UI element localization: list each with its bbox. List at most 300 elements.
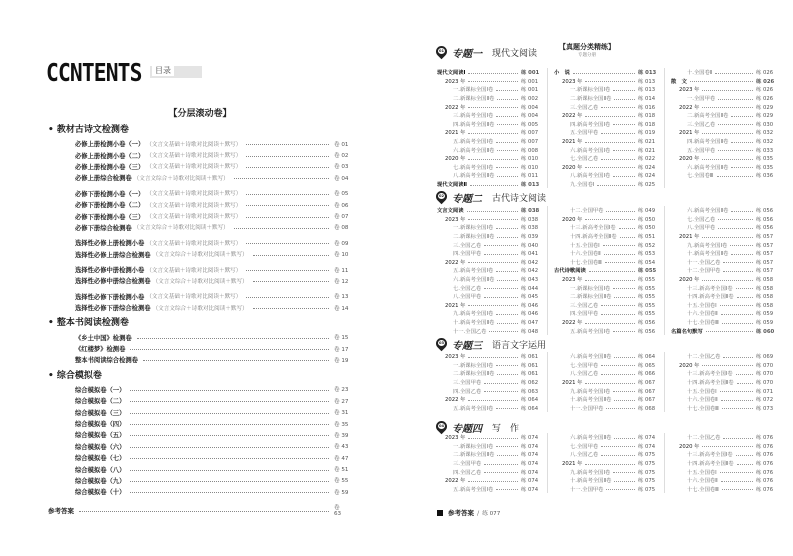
toc-entry[interactable] (437, 450, 539, 459)
dot-leader (253, 281, 329, 282)
entry-title: 2020 年 (679, 156, 700, 163)
toc-entry[interactable] (671, 163, 774, 172)
toc-entry[interactable] (437, 485, 539, 494)
entry-title: 七.全国乙卷 (453, 285, 482, 292)
toc-entry[interactable] (671, 94, 774, 103)
toc-entry[interactable] (48, 237, 348, 248)
entry-title: 七.全国卷Ⅲ (687, 173, 714, 180)
toc-year[interactable] (437, 77, 539, 86)
entry-title: 五.新高考全国Ⅰ卷 (453, 268, 494, 275)
toc-year[interactable] (554, 163, 656, 172)
toc-year[interactable] (437, 433, 539, 442)
toc-entry[interactable] (554, 154, 656, 163)
toc-entry[interactable] (671, 283, 774, 292)
toc-entry[interactable] (554, 292, 656, 301)
toc-entry[interactable] (437, 378, 539, 387)
dot-leader (737, 383, 753, 384)
toc-entry[interactable] (437, 459, 539, 468)
toc-category[interactable] (671, 77, 774, 86)
toc-entry[interactable] (437, 232, 539, 241)
toc-year[interactable] (671, 128, 774, 137)
toc-entry[interactable] (671, 301, 774, 310)
entry-title: 2020 年 (562, 164, 583, 171)
toc-category[interactable] (554, 266, 656, 275)
toc-entry[interactable] (554, 404, 656, 413)
toc-entry[interactable] (437, 386, 539, 395)
toc-year[interactable] (437, 352, 539, 361)
entry-page: 练 042 (521, 259, 539, 266)
dot-leader (731, 116, 753, 117)
toc-entry[interactable] (437, 318, 539, 327)
entry-title: 《乡土中国》检测卷 (75, 334, 132, 342)
toc-entry[interactable] (554, 352, 656, 361)
toc-entry[interactable] (554, 326, 656, 335)
entry-title: 选择性必修上册综合检测卷 (75, 251, 151, 259)
toc-entry[interactable] (671, 111, 774, 120)
toc-entry[interactable] (554, 85, 656, 94)
entry-title: 2021 年 (445, 130, 466, 137)
toc-entry[interactable] (554, 128, 656, 137)
entry-page: 练 004 (521, 113, 539, 120)
toc-entry[interactable] (48, 249, 348, 260)
dot-leader (706, 331, 753, 332)
section-heading: • 教材古诗文检测卷 (48, 124, 348, 136)
toc-entry[interactable] (671, 318, 774, 327)
toc-entry[interactable] (48, 222, 348, 233)
toc-entry[interactable] (671, 467, 774, 476)
topic-columns (437, 68, 788, 188)
entry-page: 练 007 (521, 139, 539, 146)
toc-entry[interactable] (437, 361, 539, 370)
toc-entry[interactable] (437, 85, 539, 94)
entry-title: 十五.全国卷Ⅰ (687, 469, 717, 476)
dot-leader (246, 217, 329, 218)
entry-title: 综合模拟卷（九） (75, 477, 126, 485)
toc-year[interactable] (437, 128, 539, 137)
toc-entry[interactable] (671, 249, 774, 258)
toc-entry[interactable] (48, 475, 348, 486)
entry-page: 卷 10 (334, 252, 349, 259)
toc-entry[interactable] (554, 485, 656, 494)
entry-title: 五.全国甲卷 (687, 147, 716, 154)
toc-entry[interactable] (437, 120, 539, 129)
toc-entry[interactable] (437, 266, 539, 275)
entry-title: 八.新高考全国Ⅰ卷 (570, 173, 611, 180)
dot-leader (730, 245, 753, 246)
toc-year[interactable] (554, 459, 656, 468)
entry-page: 练 076 (756, 452, 774, 459)
dot-leader (614, 400, 635, 401)
toc-entry[interactable] (554, 450, 656, 459)
toc-entry[interactable] (48, 441, 348, 452)
entry-title: 六.新高考全国Ⅱ卷 (687, 164, 729, 171)
toc-year[interactable] (437, 258, 539, 267)
entry-title: 2021 年 (562, 380, 583, 387)
dot-leader (718, 150, 753, 151)
dot-leader (723, 271, 753, 272)
entry-page: 练 026 (756, 78, 775, 85)
dot-leader (606, 211, 635, 212)
entry-page: 练 058 (756, 285, 774, 292)
toc-year[interactable] (671, 85, 774, 94)
toc-entry[interactable] (554, 361, 656, 370)
toc-entry[interactable] (437, 240, 539, 249)
toc-year[interactable] (437, 215, 539, 224)
toc-entry[interactable] (671, 404, 774, 413)
entry-page: 练 061 (521, 362, 539, 369)
toc-entry[interactable] (671, 240, 774, 249)
entry-page: 练 043 (521, 277, 539, 284)
entry-title: 六.新高考全国Ⅱ卷 (453, 147, 495, 154)
toc-category[interactable] (437, 68, 539, 77)
entry-title: 二.新课标全国Ⅱ卷 (453, 452, 495, 459)
toc-entry[interactable] (671, 292, 774, 301)
entry-page: 练 055 (638, 311, 656, 318)
map-pin-number-icon (436, 46, 447, 59)
entry-title: 综合模拟卷（五） (75, 432, 126, 440)
toc-entry[interactable] (554, 249, 656, 258)
dot-leader (468, 159, 518, 160)
toc-year[interactable] (671, 102, 774, 111)
toc-entry[interactable] (554, 102, 656, 111)
entry-title: 八.新高考全国Ⅱ卷 (453, 173, 495, 180)
toc-entry[interactable] (671, 145, 774, 154)
toc-year[interactable] (554, 77, 656, 86)
toc-entry[interactable] (48, 395, 348, 406)
entry-page: 练 025 (638, 182, 656, 189)
toc-entry[interactable] (554, 94, 656, 103)
entry-page: 练 030 (756, 121, 774, 128)
toc-entry[interactable] (671, 369, 774, 378)
dot-leader (497, 124, 518, 125)
toc-entry[interactable] (437, 467, 539, 476)
entry-page: 练 059 (756, 320, 774, 327)
toc-category[interactable] (437, 180, 539, 189)
dot-leader (246, 243, 329, 244)
entry-title: 九.新高考全国Ⅰ卷 (687, 242, 728, 249)
entry-title: 十七.全国卷Ⅲ (570, 259, 602, 266)
toc-entry[interactable] (554, 120, 656, 129)
dot-leader (496, 365, 518, 366)
toc-entry[interactable] (554, 433, 656, 442)
toc-column (437, 206, 548, 335)
toc-year[interactable] (437, 102, 539, 111)
toc-year[interactable] (554, 137, 656, 146)
toc-entry[interactable] (554, 442, 656, 451)
entry-title: 四.新高考全国Ⅰ卷 (570, 121, 611, 128)
entry-title: 四.全国乙卷 (453, 469, 482, 476)
toc-entry[interactable] (671, 395, 774, 404)
toc-entry[interactable] (671, 206, 774, 215)
toc-year[interactable] (437, 301, 539, 310)
toc-entry[interactable] (48, 172, 348, 183)
entry-title: 三.全国乙卷 (687, 121, 716, 128)
toc-year[interactable] (554, 111, 656, 120)
toc-year[interactable] (437, 154, 539, 163)
toc-column (437, 433, 548, 493)
toc-entry[interactable] (48, 264, 348, 275)
entry-title: 八.全国甲卷 (453, 294, 482, 301)
toc-entry[interactable] (554, 171, 656, 180)
toc-entry[interactable] (48, 384, 348, 395)
toc-entry[interactable] (48, 429, 348, 440)
pin-number: 04 (438, 424, 444, 428)
toc-entry[interactable] (671, 68, 774, 77)
dot-leader (496, 167, 518, 168)
dot-leader (496, 228, 518, 229)
dot-leader (721, 314, 753, 315)
toc-entry[interactable] (48, 331, 348, 342)
toc-entry[interactable] (554, 301, 656, 310)
entry-page: 练 022 (638, 156, 656, 163)
dot-leader (468, 262, 518, 263)
entry-title: 选择性必修上册检测小卷 (75, 240, 145, 248)
toc-year[interactable] (437, 476, 539, 485)
toc-entry[interactable] (437, 309, 539, 318)
entry-note: （文言文综合＋诗歌对比阅读＋默写） (152, 278, 248, 285)
entry-title: 十.新高考全国Ⅱ卷 (570, 397, 612, 404)
entry-title: 必修上册检测小卷（一） (75, 141, 145, 149)
entry-title: 十一.全国甲卷 (570, 486, 604, 493)
toc-entry[interactable] (554, 232, 656, 241)
entry-page: 练 045 (521, 294, 539, 301)
toc-entry[interactable] (671, 433, 774, 442)
entry-title: 二.新课标全国Ⅱ卷 (453, 234, 495, 241)
toc-entry[interactable] (671, 309, 774, 318)
entry-page: 练 021 (638, 147, 656, 154)
entry-title: 选择性必修下册检测小卷 (75, 293, 145, 301)
toc-entry[interactable] (437, 171, 539, 180)
entry-title: 十五.全国卷Ⅰ (687, 388, 717, 395)
toc-entry[interactable] (554, 283, 656, 292)
entry-page: 练 029 (756, 104, 774, 111)
toc-entry[interactable] (554, 386, 656, 395)
dot-leader (601, 133, 635, 134)
toc-entry[interactable] (554, 240, 656, 249)
toc-entry[interactable] (671, 120, 774, 129)
entry-title: 一.新课标全国Ⅰ卷 (570, 87, 611, 94)
toc-entry[interactable] (48, 452, 348, 463)
dot-leader (606, 408, 635, 409)
entry-title: 综合模拟卷（二） (75, 398, 126, 406)
toc-entry[interactable] (671, 450, 774, 459)
entry-title: 三.全国甲卷 (453, 380, 482, 387)
entry-page: 练 067 (638, 397, 656, 404)
entry-page: 练 026 (756, 70, 774, 77)
entry-title: 四.新高考全国Ⅱ卷 (453, 121, 495, 128)
toc-entry[interactable] (671, 386, 774, 395)
toc-entry[interactable] (48, 354, 348, 365)
toc-year[interactable] (554, 275, 656, 284)
toc-entry-answers-right[interactable] (437, 508, 500, 517)
left-toc-list (48, 124, 348, 502)
topic-columns (437, 352, 788, 412)
entry-title: 十一.全国乙卷 (453, 328, 487, 335)
toc-entry[interactable] (554, 258, 656, 267)
toc-entry[interactable] (671, 476, 774, 485)
dot-leader (130, 481, 329, 482)
entry-title: 2022 年 (562, 320, 583, 327)
toc-entry[interactable] (554, 369, 656, 378)
dot-leader (601, 365, 635, 366)
toc-entry[interactable] (437, 326, 539, 335)
entry-page: 练 042 (521, 268, 539, 275)
toc-entry[interactable] (437, 94, 539, 103)
entry-page: 练 024 (638, 164, 656, 171)
toc-entry[interactable] (437, 249, 539, 258)
toc-entry[interactable] (671, 266, 774, 275)
dot-leader (718, 124, 753, 125)
toc-group (48, 264, 348, 287)
entry-title: 参考答案 (48, 506, 74, 515)
entry-title: 七.全国乙卷 (570, 156, 599, 163)
entry-page: 练 064 (638, 354, 656, 361)
entry-page: 练 026 (756, 87, 774, 94)
toc-entry[interactable] (437, 369, 539, 378)
toc-entry[interactable] (671, 352, 774, 361)
entry-title: 一.新课标全国Ⅰ卷 (570, 285, 611, 292)
toc-entry[interactable] (554, 180, 656, 189)
toc-entry[interactable] (554, 395, 656, 404)
entry-page: 练 046 (521, 311, 539, 318)
toc-entry[interactable] (671, 223, 774, 232)
dot-leader (718, 99, 753, 100)
toc-entry[interactable] (48, 463, 348, 474)
toc-entry-answers[interactable] (48, 505, 348, 515)
entry-page: 练 074 (638, 443, 656, 450)
toc-entry[interactable] (48, 418, 348, 429)
entry-title: 2022 年 (445, 397, 466, 404)
toc-entry[interactable] (554, 206, 656, 215)
toc-entry[interactable] (437, 111, 539, 120)
dot-leader (731, 142, 753, 143)
toc-entry[interactable] (554, 309, 656, 318)
toc-category[interactable] (671, 326, 774, 335)
toc-column (671, 352, 782, 412)
dot-leader (736, 374, 753, 375)
toc-entry[interactable] (671, 485, 774, 494)
toc-entry[interactable] (437, 137, 539, 146)
entry-page: 练 064 (521, 405, 539, 412)
pin-number: 03 (438, 341, 444, 345)
entry-title: 二.新课标全国Ⅱ卷 (570, 294, 612, 301)
toc-year[interactable] (554, 318, 656, 327)
entry-page: 练 057 (756, 268, 774, 275)
entry-title: 二.新课标全国Ⅱ卷 (570, 96, 612, 103)
entry-title: 七.全国甲卷 (570, 443, 599, 450)
toc-entry[interactable] (48, 406, 348, 417)
toc-entry[interactable] (48, 138, 348, 149)
topic-number: 专题四 (452, 423, 482, 435)
dot-leader (467, 211, 519, 212)
entry-page: 练 055 (638, 302, 656, 309)
toc-group (48, 384, 348, 498)
dot-leader (731, 254, 753, 255)
entry-page: 练 076 (756, 478, 774, 485)
toc-entry[interactable] (554, 223, 656, 232)
entry-page: 练 052 (638, 242, 656, 249)
entry-page: 练 056 (638, 320, 656, 327)
toc-entry[interactable] (48, 188, 348, 199)
toc-entry[interactable] (48, 291, 348, 302)
toc-entry[interactable] (554, 145, 656, 154)
toc-entry[interactable] (48, 149, 348, 160)
toc-entry[interactable] (437, 283, 539, 292)
entry-page: 卷 19 (334, 357, 349, 364)
toc-entry[interactable] (671, 171, 774, 180)
dot-leader (613, 124, 635, 125)
toc-entry[interactable] (48, 302, 348, 313)
entry-page: 练 074 (521, 443, 539, 450)
toc-entry[interactable] (554, 476, 656, 485)
toc-entry[interactable] (671, 137, 774, 146)
entry-page: 卷 14 (334, 305, 349, 312)
toc-year[interactable] (671, 232, 774, 241)
toc-entry[interactable] (437, 163, 539, 172)
toc-entry[interactable] (437, 145, 539, 154)
toc-entry[interactable] (437, 292, 539, 301)
toc-year[interactable] (437, 395, 539, 404)
section-heading: • 综合模拟卷 (48, 370, 348, 382)
entry-page: 卷 47 (334, 455, 349, 462)
toc-entry[interactable] (48, 343, 348, 354)
dot-leader (585, 323, 635, 324)
entry-title: 综合模拟卷（一） (75, 386, 126, 394)
toc-entry[interactable] (671, 378, 774, 387)
entry-page: 练 005 (521, 121, 539, 128)
toc-entry[interactable] (437, 442, 539, 451)
toc-entry[interactable] (437, 223, 539, 232)
entry-page: 练 002 (521, 96, 539, 103)
toc-year[interactable] (671, 275, 774, 284)
toc-year[interactable] (554, 215, 656, 224)
toc-category[interactable] (554, 68, 656, 77)
toc-column (671, 433, 782, 493)
toc-entry[interactable] (671, 215, 774, 224)
toc-category[interactable] (437, 206, 539, 215)
dot-leader (137, 338, 329, 339)
dot-leader (690, 81, 753, 82)
entry-title: 十.新高考全国Ⅱ卷 (453, 320, 495, 327)
topic-number: 专题一 (452, 48, 482, 60)
entry-page: 卷 06 (334, 202, 349, 209)
toc-entry[interactable] (48, 210, 348, 221)
toc-entry[interactable] (671, 258, 774, 267)
toc-entry[interactable] (554, 467, 656, 476)
entry-title: 十二.全国乙卷 (687, 354, 721, 361)
toc-entry[interactable] (437, 404, 539, 413)
toc-entry[interactable] (48, 275, 348, 286)
toc-entry[interactable] (48, 486, 348, 497)
entry-page: 卷 07 (334, 214, 349, 221)
toc-year[interactable] (671, 361, 774, 370)
entry-page: 练 044 (521, 285, 539, 292)
toc-year[interactable] (671, 442, 774, 451)
entry-page: 练 019 (638, 130, 656, 137)
entry-title: 九.新高考全国Ⅰ卷 (570, 469, 611, 476)
entry-page: 卷 04 (334, 175, 349, 182)
dot-leader (620, 237, 635, 238)
entry-title: 十二.全国乙卷 (687, 435, 721, 442)
toc-entry[interactable] (437, 275, 539, 284)
toc-entry[interactable] (671, 459, 774, 468)
entry-title: 2020 年 (679, 277, 700, 284)
toc-year[interactable] (671, 154, 774, 163)
toc-entry[interactable] (48, 199, 348, 210)
dot-leader (484, 391, 518, 392)
toc-entry[interactable] (48, 161, 348, 172)
toc-year[interactable] (554, 378, 656, 387)
